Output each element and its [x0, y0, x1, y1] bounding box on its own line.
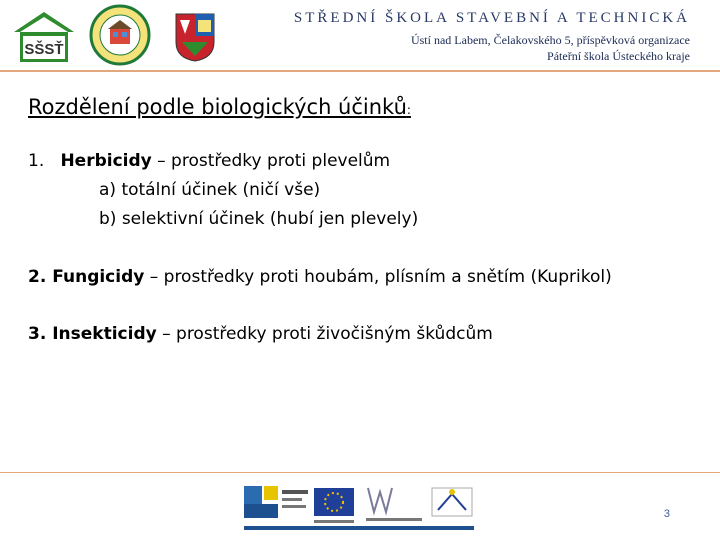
footer-divider: [0, 472, 720, 473]
header-divider: [0, 70, 720, 72]
eu-flag-logo: [314, 488, 354, 523]
page-number: 3: [663, 508, 670, 520]
list-item-fungicidy: [28, 267, 612, 287]
esf-logo: [244, 486, 308, 518]
school-address: Ústí nad Labem, Čelakovského 5, příspěvková organizace: [410, 33, 690, 47]
funding-logos-strip: [240, 482, 480, 534]
item-definition: – prostředky proti plevelům: [157, 151, 391, 171]
slide-heading: [28, 95, 411, 119]
sub-item: a) totální účinek (ničí vše): [99, 180, 321, 200]
op-vk-logo: [432, 488, 472, 516]
heading-text: Rozdělení podle biologických účinků: [28, 95, 407, 119]
school-house-logo: [12, 10, 76, 66]
item-term: Insekticidy: [52, 324, 157, 344]
school-name: STŘEDNÍ ŠKOLA STAVEBNÍ A TECHNICKÁ: [293, 10, 690, 26]
list-item-insekticidy: [28, 324, 493, 344]
item-term: Fungicidy: [52, 267, 145, 287]
regional-crest-logo: [174, 12, 216, 62]
item-definition: – prostředky proti živočišným škůdcům: [162, 324, 493, 344]
item-definition: – prostředky proti houbám, plísním a snětím (Kuprikol): [149, 267, 612, 287]
logo-text: SŠSŤ: [24, 41, 64, 58]
msmt-logo: [366, 488, 422, 521]
list-item-herbicidy: [28, 151, 390, 171]
item-number: 2.: [28, 267, 47, 287]
item-number: 1.: [28, 151, 45, 171]
school-emblem-logo: [86, 4, 154, 66]
sub-item: b) selektivní účinek (hubí jen plevely): [99, 209, 419, 229]
heading-colon: :: [406, 103, 411, 117]
slide-footer: [0, 472, 720, 540]
school-role: Páteřní škola Ústeckého kraje: [547, 49, 690, 63]
slide-header: [0, 0, 720, 72]
item-term: Herbicidy: [60, 151, 152, 171]
item-number: 3.: [28, 324, 47, 344]
